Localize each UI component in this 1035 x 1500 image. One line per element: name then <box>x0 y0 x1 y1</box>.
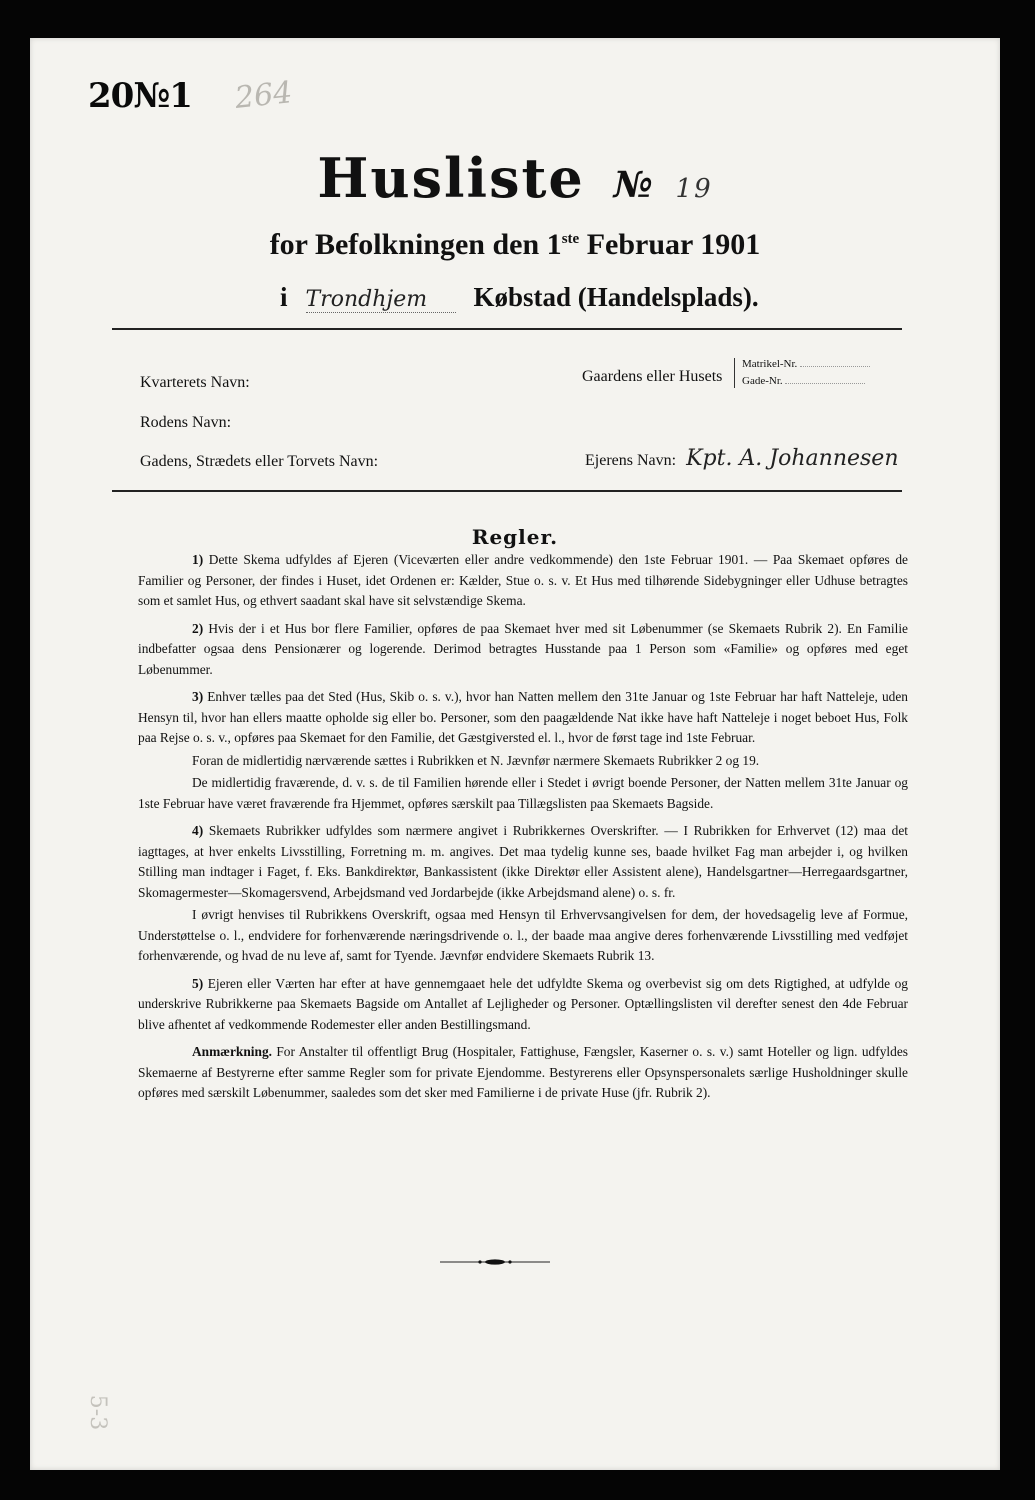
rule-3: 3) Enhver tælles paa det Sted (Hus, Skib o. s. v.), hvor han Natten mellem den 31te Januar og 1ste Februar har haft Natteleje, uden Hensyn til, hvor han ellers maatte opholde sig eller bo. Personer, som den paagældende Nat ikke have haft Natteleje i noget beboet Hus, Folk paa Rejse o. s. v., opføres paa Skemaet for den Familie, det Gæstgiversted el. l., hvor de først tage ind 1ste Februar. <box>138 689 908 745</box>
pencil-note-top: 264 <box>233 75 294 116</box>
matrikel-label-text: Matrikel-Nr. <box>742 358 798 370</box>
gade-nr-label <box>742 375 865 387</box>
rule-1: 1) Dette Skema udfyldes af Ejeren (Viceværten eller andre vedkommende) den 1ste Februar 1901. — Paa Skemaet opføres de Familier og Personer, der findes i Huset, idet Ordenen er: Kælder, Stue o. s. v. Et Hus med tilhørende Sidebygninger eller Udhuse betragtes som et samlet Hus, og ethvert saadant skal have sit selvstændige Skema. <box>138 552 908 608</box>
fields-divider <box>112 490 902 492</box>
eier-label: Ejerens Navn: <box>585 452 677 469</box>
gaard-label: Gaardens eller Husets <box>582 368 723 385</box>
title-number-label: № <box>613 164 655 206</box>
eier-row <box>585 446 898 471</box>
eier-hand: Kpt. A. Johannesen <box>686 446 899 471</box>
form-subtitle <box>30 228 1000 262</box>
subtitle-prefix: for Befolkningen den 1 <box>269 228 562 261</box>
place-suffix: Købstad (Handelsplads). <box>473 282 759 312</box>
matrikel-dotline <box>800 366 870 367</box>
rode-label: Rodens Navn: <box>140 414 232 431</box>
rules-body <box>138 550 908 1111</box>
form-title <box>30 146 1000 210</box>
top-divider <box>112 328 902 330</box>
rule-2: 2) Hvis der i et Hus bor flere Familier, opføres de paa Skemaet hver med sit Løbenummer (se Skemaets Rubrik 2). En Familie indbefatter ogsaa dens Pensionærer og logerende. Derimod betragtes Husstande paa 1 Person som «Familie» og opføres med eget Løbenummer. <box>138 620 908 677</box>
rule-4-note: I øvrigt henvises til Rubrikkens Overskrift, ogsaa med Hensyn til Erhvervsangivelsen for dem, der hovedsagelig leve af Formue, Understøttelse o. l., endvidere for forhenværende næringsdrivende o. l., der baade maa angive deres forhenværende Livsstilling med vedføjet forhenværende, og hvad de nu leve af, samt for Tyende. Jævnfør endvidere Skemaets Rubrik 13. <box>138 907 908 963</box>
pencil-note-bottom: 5-3 <box>85 1394 111 1431</box>
subtitle-sup: ste <box>561 231 580 247</box>
ornament-divider <box>440 1259 550 1265</box>
gaard-brace <box>734 358 739 388</box>
matrikel-label <box>742 358 870 370</box>
rule-4: 4) Skemaets Rubrikker udfyldes som nærmere angivet i Rubrikkernes Overskrifter. — I Rubrikken for Erhvervet (12) maa det iagttages, at hver enkelts Livsstilling, Forretning m. m. angives. Det maa tydelig kunne ses, baade hvilket Fag man arbejder i, og hvilken Stilling man indtager i Faget, f. Eks. Bankdirektør, Bankassistent (ikke Direktør eller Assistent alene), Handelsgartner—Herregaardsgartner, Skomagermester—Skomagersvend, Arbejdsmand ved Jordarbejde (ikke Arbejdsmand alene) o. s. fr. <box>138 823 908 900</box>
rule-5: 5) Ejeren eller Værten har efter at have gennemgaaet hele det udfyldte Skema og overbevist sig om dets Rigtighed, at udfylde og underskrive Rubrikkerne paa Skemaets Bagside om Antallet af Lejligheder og Personer. Optællingslisten vil derefter senest den 4de Februar blive afhentet af vedkommende Rodemester eller anden Bestillingsmand. <box>138 975 908 1032</box>
place-row <box>280 282 759 313</box>
subtitle-suffix: Februar 1901 <box>579 228 761 261</box>
place-prefix: i <box>280 282 288 312</box>
title-text: Husliste <box>317 146 585 210</box>
gade-nr-label-text: Gade-Nr. <box>742 375 783 387</box>
rules-heading: Regler. <box>471 525 559 549</box>
kvarter-label: Kvarterets Navn: <box>140 374 250 391</box>
note: Anmærkning. For Anstalter til offentligt Brug (Hospitaler, Fattighuse, Fængsler, Kaserner o. s. v.) samt Hoteller og lign. udfyldes Skemaerne af Bestyrerne efter samme Regler som for private Ejendomme. Bestyrerens eller Opsynspersonalets særlige Husholdninger skulle opføres med særskilt Løbenummer, saaledes som det sker med Familierne i de private Huse (jfr. Rubrik 2). <box>138 1044 908 1100</box>
corner-stamp: 20№1 <box>88 76 192 116</box>
rule-3-note-b: De midlertidig fraværende, d. v. s. de til Familien hørende eller i Stedet i øvrigt boende Personer, der Natten mellem 31te Januar og 1ste Februar have været fraværende fra Hjemmet, opføres særskilt paa Tillægslisten paa Skemaets Bagside. <box>138 775 908 811</box>
census-form-page <box>30 38 1000 1470</box>
title-number-hand: 19 <box>675 174 713 204</box>
gade-nr-dotline <box>785 383 865 384</box>
rule-3-note-a: Foran de midlertidig nærværende sættes i Rubrikken et N. Jævnfør nærmere Skemaets Rubrikker 2 og 19. <box>192 752 760 768</box>
gade-label: Gadens, Strædets eller Torvets Navn: <box>140 453 379 470</box>
place-hand: Trondhjem <box>306 287 456 313</box>
